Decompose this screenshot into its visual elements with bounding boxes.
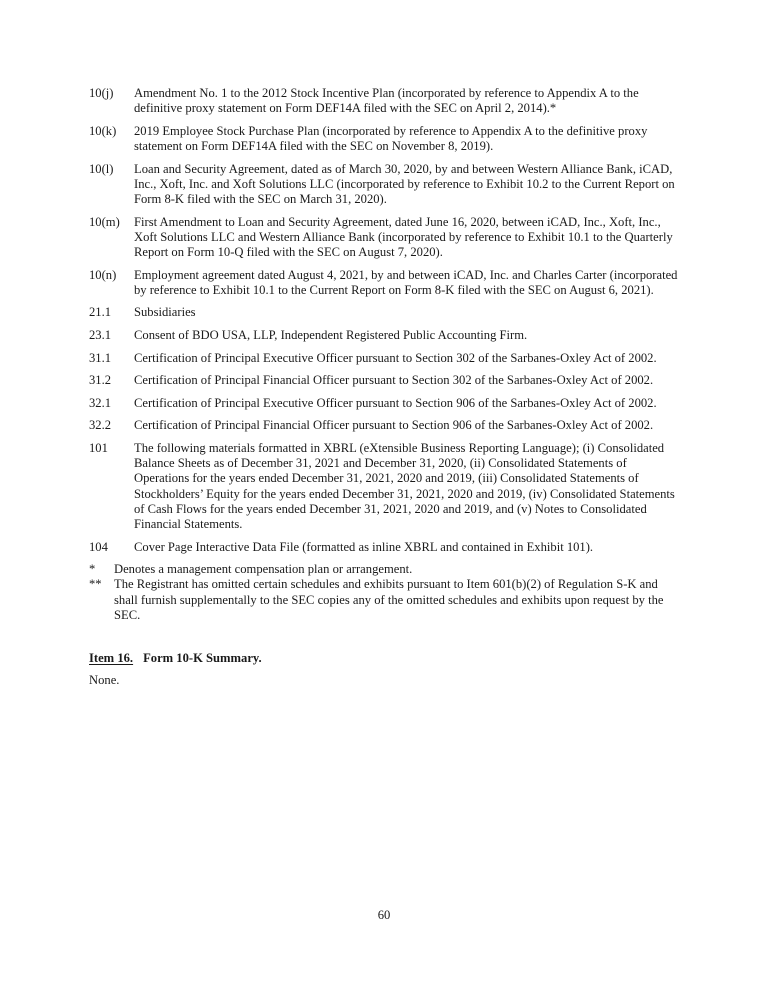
exhibit-number: 31.1 [89, 350, 112, 365]
exhibit-description: Employment agreement dated August 4, 2021, by and between iCAD, Inc. and Charles Carter (incorporated by reference to Exhibit 10.1 to the Current Report on Form 8-K filed with the SEC on August 6, 2021). [134, 267, 678, 297]
exhibit-number: 101 [89, 440, 108, 455]
footnote [89, 577, 681, 623]
exhibit-number: 10(k) [89, 123, 117, 138]
footnote-text: Denotes a management compensation plan or arrangement. [114, 562, 413, 577]
exhibit-number: 104 [89, 539, 108, 554]
exhibit-description: Amendment No. 1 to the 2012 Stock Incentive Plan (incorporated by reference to Appendix A to the definitive proxy statement on Form DEF14A filed with the SEC on April 2, 2014).* [134, 86, 639, 116]
exhibit-number: 10(m) [89, 214, 120, 229]
footnote-marker: ** [89, 577, 102, 592]
exhibit-row [89, 215, 681, 261]
exhibit-description: Certification of Principal Executive Officer pursuant to Section 302 of the Sarbanes-Oxley Act of 2002. [134, 350, 657, 365]
exhibit-row [89, 268, 681, 298]
exhibit-description: Subsidiaries [134, 305, 196, 320]
item-title: Form 10-K Summary. [143, 650, 262, 665]
exhibit-description: Consent of BDO USA, LLP, Independent Registered Public Accounting Firm. [134, 327, 528, 342]
footnotes [89, 562, 681, 623]
exhibit-number: 10(n) [89, 267, 117, 282]
exhibit-row [89, 328, 681, 343]
item-16-body: None. [89, 673, 120, 688]
exhibit-description: Loan and Security Agreement, dated as of March 30, 2020, by and between Western Alliance Bank, iCAD, Inc., Xoft, Inc. and Xoft Solutions LLC (incorporated by reference to Exhibit 10.2 to the Current Report on Form 8-K filed with the SEC on March 31, 2020). [134, 161, 675, 206]
item-label: Item 16. [89, 650, 134, 665]
exhibit-number: 21.1 [89, 305, 112, 320]
exhibit-description: 2019 Employee Stock Purchase Plan (incorporated by reference to Appendix A to the definitive proxy statement on Form DEF14A filed with the SEC on November 8, 2019). [134, 123, 648, 153]
exhibit-description: Certification of Principal Executive Officer pursuant to Section 906 of the Sarbanes-Oxley Act of 2002. [134, 395, 657, 410]
exhibit-row [89, 540, 681, 555]
exhibit-row [89, 441, 681, 532]
exhibit-row [89, 86, 681, 116]
exhibit-number: 23.1 [89, 327, 112, 342]
exhibit-row [89, 373, 681, 388]
item-16-heading [89, 651, 681, 666]
exhibit-description: The following materials formatted in XBRL (eXtensible Business Reporting Language); (i) Consolidated Balance Sheets as of December 31, 2021 and December 31, 2020, (ii) Consolidated Statements of Operations for the years ended December 31, 2021, 2020 and 2019, (iii) Consolidated Statements of Stockholders’ Equity for the years ended December 31, 2021, 2020 and 2019, (iv) Consolidated Statements of Cash Flows for the years ended December 31, 2021, 2020 and 2019, and (v) Notes to Consolidated Financial Statements. [134, 440, 675, 531]
exhibit-description: First Amendment to Loan and Security Agreement, dated June 16, 2020, between iCAD, Inc., Xoft, Inc., Xoft Solutions LLC and Western Alliance Bank (incorporated by reference to Exhibit 10.1 to the Quarterly Report on Form 10-Q filed with the SEC on August 7, 2020). [134, 214, 673, 259]
exhibit-row [89, 162, 681, 208]
exhibit-list [89, 86, 681, 555]
footnote [89, 562, 681, 577]
exhibit-number: 10(l) [89, 161, 114, 176]
exhibit-row [89, 124, 681, 154]
exhibit-description: Certification of Principal Financial Officer pursuant to Section 302 of the Sarbanes-Oxley Act of 2002. [134, 373, 654, 388]
document-page [89, 86, 681, 688]
exhibit-row [89, 351, 681, 366]
exhibit-row [89, 305, 681, 320]
footnote-marker: * [89, 562, 96, 577]
exhibit-description: Certification of Principal Financial Officer pursuant to Section 906 of the Sarbanes-Oxley Act of 2002. [134, 418, 654, 433]
footnote-text: The Registrant has omitted certain schedules and exhibits pursuant to Item 601(b)(2) of Regulation S-K and shall furnish supplementally to the SEC copies any of the omitted schedules and exhibits upon request by the SEC. [114, 577, 664, 622]
page-number: 60 [377, 908, 391, 922]
exhibit-number: 32.1 [89, 395, 112, 410]
exhibit-number: 32.2 [89, 418, 112, 433]
exhibit-row [89, 418, 681, 433]
exhibit-number: 10(j) [89, 86, 114, 100]
exhibit-row [89, 396, 681, 411]
exhibit-description: Cover Page Interactive Data File (formatted as inline XBRL and contained in Exhibit 101). [134, 539, 594, 554]
exhibit-number: 31.2 [89, 373, 112, 388]
